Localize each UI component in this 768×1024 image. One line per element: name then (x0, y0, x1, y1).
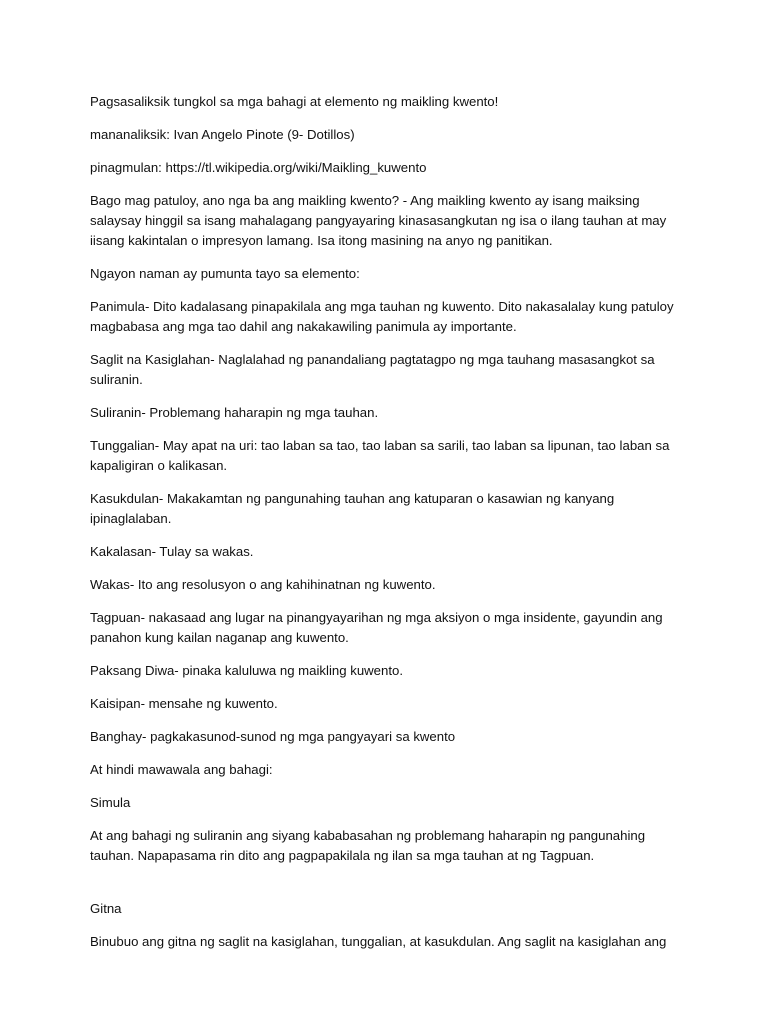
parts-heading: At hindi mawawala ang bahagi: (90, 762, 273, 777)
element-paksang-diwa: Paksang Diwa- pinaka kaluluwa ng maikling kuwento. (90, 663, 404, 678)
researcher-line: mananaliksik: Ivan Angelo Pinote (9- Dotillos) (90, 127, 355, 142)
element-tunggalian: Tunggalian- May apat na uri: tao laban sa tao, tao laban sa sarili, tao laban sa lipunan, tao laban sa kapaligiran o kalikasan. (90, 438, 670, 473)
element-tagpuan: Tagpuan- nakasaad ang lugar na pinangyayarihan ng mga aksiyon o mga insidente, gayundin ang panahon kung kailan naganap ang kuwento. (90, 610, 663, 645)
element-kaisipan: Kaisipan- mensahe ng kuwento. (90, 696, 278, 711)
element-saglit-na-kasiglahan: Saglit na Kasiglahan- Naglalahad ng panandaliang pagtatagpo ng mga tauhang masasangkot sa suliranin. (90, 352, 655, 387)
element-kasukdulan: Kasukdulan- Makakamtan ng pangunahing tauhan ang katuparan o kasawian ng kanyang ipinaglalaban. (90, 491, 615, 526)
element-wakas: Wakas- Ito ang resolusyon o ang kahihinatnan ng kuwento. (90, 577, 436, 592)
elements-heading: Ngayon naman ay pumunta tayo sa elemento: (90, 266, 360, 281)
gitna-heading: Gitna (90, 901, 122, 916)
simula-heading: Simula (90, 795, 131, 810)
source-line: pinagmulan: https://tl.wikipedia.org/wiki/Maikling_kuwento (90, 160, 427, 175)
simula-paragraph: At ang bahagi ng suliranin ang siyang kababasahan ng problemang haharapin ng pangunahing tauhan. Napapasama rin dito ang pagpapakilala ng ilan sa mga tauhan at ng Tagpuan. (90, 828, 646, 863)
document-title: Pagsasaliksik tungkol sa mga bahagi at elemento ng maikling kwento! (90, 94, 499, 109)
element-suliranin: Suliranin- Problemang haharapin ng mga tauhan. (90, 405, 379, 420)
document-body (90, 92, 680, 965)
element-banghay: Banghay- pagkakasunod-sunod ng mga pangyayari sa kwento (90, 729, 456, 744)
element-panimula: Panimula- Dito kadalasang pinapakilala ang mga tauhan ng kuwento. Dito nakasalalay kung patuloy magbabasa ang mga tao dahil ang nakakawiling panimula ay importante. (90, 299, 674, 334)
intro-paragraph: Bago mag patuloy, ano nga ba ang maikling kwento? - Ang maikling kwento ay isang maiksing salaysay hinggil sa isang mahalagang pangyayaring kinasasangkutan ng isa o ilang tauhan at may iisang kakintalan o impresyon lamang. Isa itong masining na anyo ng panitikan. (90, 193, 667, 248)
gitna-paragraph: Binubuo ang gitna ng saglit na kasiglahan, tunggalian, at kasukdulan. Ang saglit na kasiglahan ang (90, 934, 667, 949)
element-kakalasan: Kakalasan- Tulay sa wakas. (90, 544, 254, 559)
